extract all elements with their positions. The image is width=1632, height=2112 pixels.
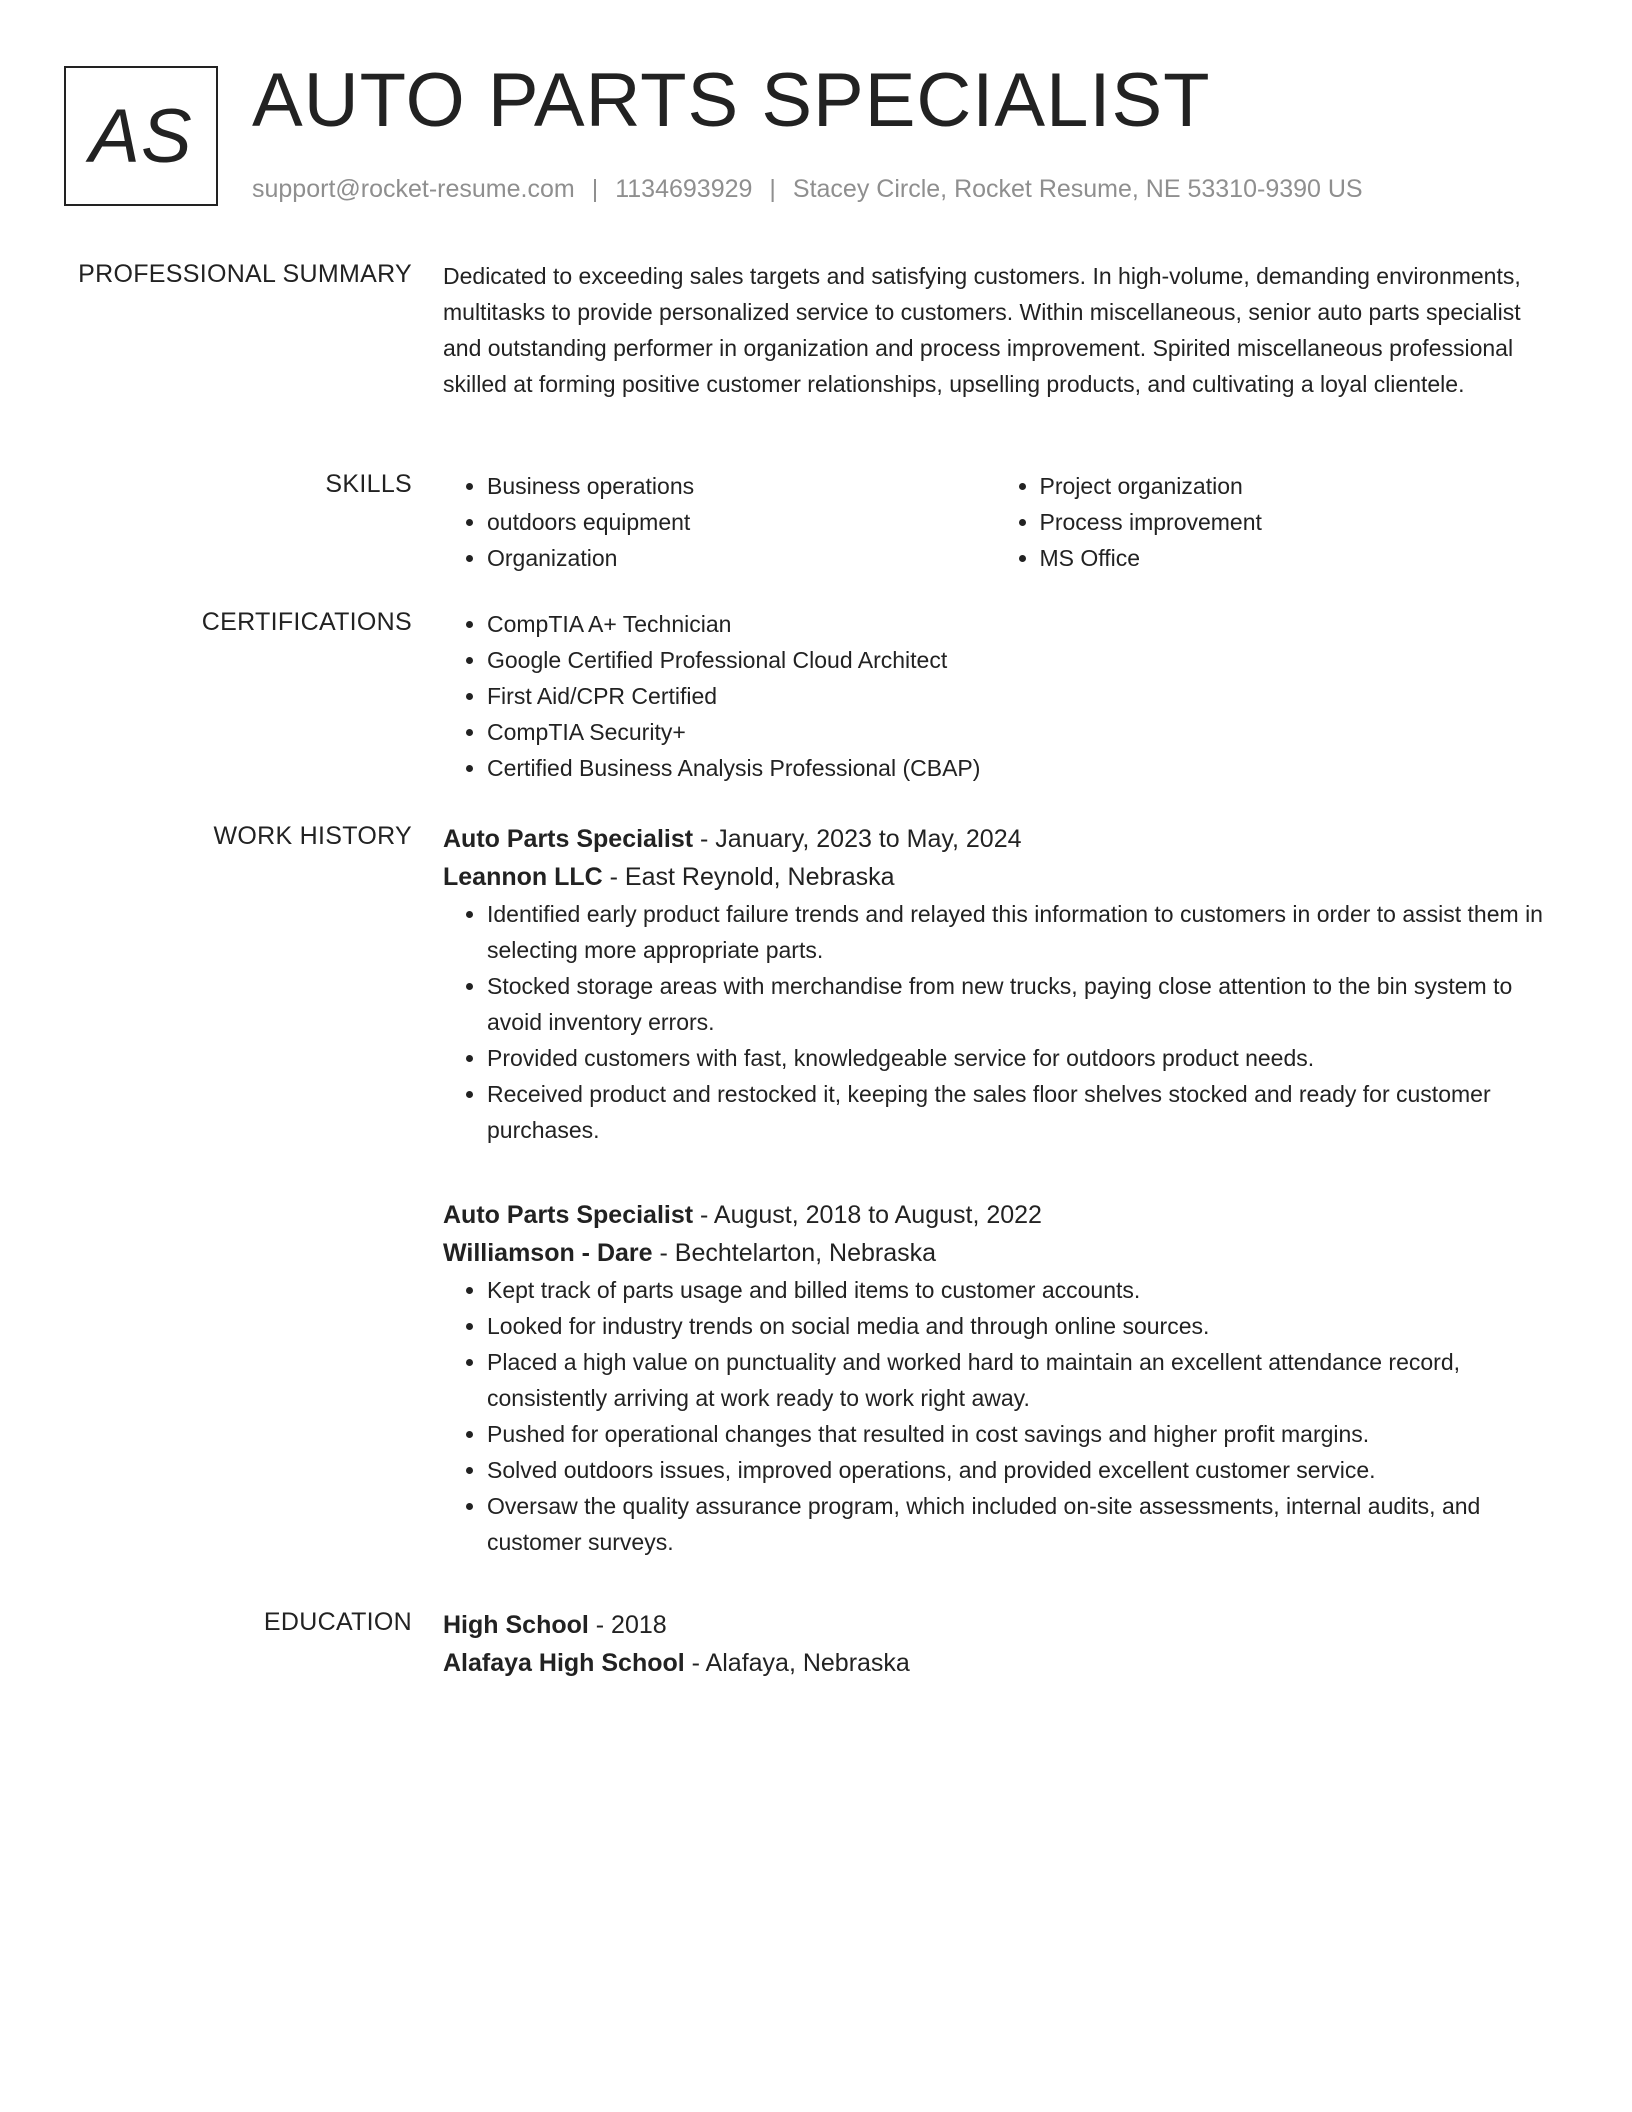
contact-phone: 1134693929 — [615, 175, 753, 203]
skill-item: • Organization — [487, 540, 996, 576]
education-location: - Alafaya, Nebraska — [684, 1649, 910, 1677]
job-dates: - August, 2018 to August, 2022 — [693, 1201, 1042, 1229]
job-title: Auto Parts Specialist — [443, 825, 694, 853]
contact-line — [252, 173, 1363, 205]
skills-grid — [443, 468, 1548, 576]
job-dates: - January, 2023 to May, 2024 — [693, 825, 1022, 853]
job-duty: • Provided customers with fast, knowledgeable service for outdoors product needs. — [487, 1040, 1548, 1076]
skills-list-right — [996, 468, 1549, 576]
job-company-line — [443, 858, 1548, 896]
contact-address: Stacey Circle, Rocket Resume, NE 53310-9390 US — [792, 175, 1363, 203]
job-duty: • Identified early product failure trends and relayed this information to customers in order to assist them in selecting more appropriate parts. — [487, 896, 1548, 968]
job-duty: • Looked for industry trends on social media and through online sources. — [487, 1308, 1548, 1344]
resume-title: AUTO PARTS SPECIALIST — [252, 58, 1211, 143]
job-company: Williamson - Dare — [443, 1239, 653, 1267]
education-school: Alafaya High School — [443, 1649, 685, 1677]
certification-item: • Google Certified Professional Cloud Architect — [487, 642, 1548, 678]
skill-item: • outdoors equipment — [487, 504, 996, 540]
monogram-badge: AS — [64, 66, 218, 206]
skills-label: SKILLS — [325, 470, 412, 498]
job-entry — [443, 820, 1548, 1148]
education-label: EDUCATION — [263, 1608, 412, 1636]
job-duty: • Pushed for operational changes that resulted in cost savings and higher profit margins. — [487, 1416, 1548, 1452]
education-degree: High School — [443, 1611, 589, 1639]
job-duty: • Solved outdoors issues, improved operations, and provided excellent customer service. — [487, 1452, 1548, 1488]
certifications-label: CERTIFICATIONS — [201, 608, 412, 636]
education-degree-line — [443, 1606, 1548, 1644]
job-duties-list — [443, 896, 1548, 1148]
job-duties-list — [443, 1272, 1548, 1560]
skill-item: • Project organization — [1040, 468, 1549, 504]
job-title-line — [443, 1196, 1548, 1234]
job-entry — [443, 1196, 1548, 1560]
job-duty: • Oversaw the quality assurance program, which included on-site assessments, internal audits, and customer surveys. — [487, 1488, 1548, 1560]
job-duty: • Placed a high value on punctuality and worked hard to maintain an excellent attendance record, consistently arriving at work ready to work right away. — [487, 1344, 1548, 1416]
summary-label: PROFESSIONAL SUMMARY — [78, 260, 412, 288]
work-history-label: WORK HISTORY — [213, 822, 412, 850]
certification-item: • Certified Business Analysis Professional (CBAP) — [487, 750, 1548, 786]
skill-item: • Business operations — [487, 468, 996, 504]
job-title: Auto Parts Specialist — [443, 1201, 694, 1229]
certification-item: • CompTIA A+ Technician — [487, 606, 1548, 642]
job-duty: • Stocked storage areas with merchandise from new trucks, paying close attention to the bin system to avoid inventory errors. — [487, 968, 1548, 1040]
summary-text: Dedicated to exceeding sales targets and satisfying customers. In high-volume, demanding environments, multitasks to provide personalized service to customers. Within miscellaneous, senior auto parts specialist and outstanding performer in organization and process improvement. Spirited miscellaneous professional skilled at forming positive customer relationships, upselling products, and cultivating a loyal clientele. — [443, 263, 1521, 397]
certification-item: • First Aid/CPR Certified — [487, 678, 1548, 714]
job-company: Leannon LLC — [443, 863, 603, 891]
certifications-list — [443, 606, 1548, 786]
contact-separator: | — [591, 175, 599, 203]
education-school-line — [443, 1644, 1548, 1682]
skills-list-left — [443, 468, 996, 576]
contact-separator: | — [769, 175, 776, 203]
certification-item: • CompTIA Security+ — [487, 714, 1548, 750]
skill-item: • MS Office — [1040, 540, 1549, 576]
contact-email: support@rocket-resume.com — [252, 175, 575, 203]
skill-item: • Process improvement — [1040, 504, 1549, 540]
job-location: - Bechtelarton, Nebraska — [652, 1239, 937, 1267]
job-duty: • Received product and restocked it, keeping the sales floor shelves stocked and ready for customer purchases. — [487, 1076, 1548, 1148]
job-title-line — [443, 820, 1548, 858]
job-duty: • Kept track of parts usage and billed items to customer accounts. — [487, 1272, 1548, 1308]
job-company-line — [443, 1234, 1548, 1272]
job-location: - East Reynold, Nebraska — [602, 863, 895, 891]
education-year: - 2018 — [588, 1611, 667, 1639]
